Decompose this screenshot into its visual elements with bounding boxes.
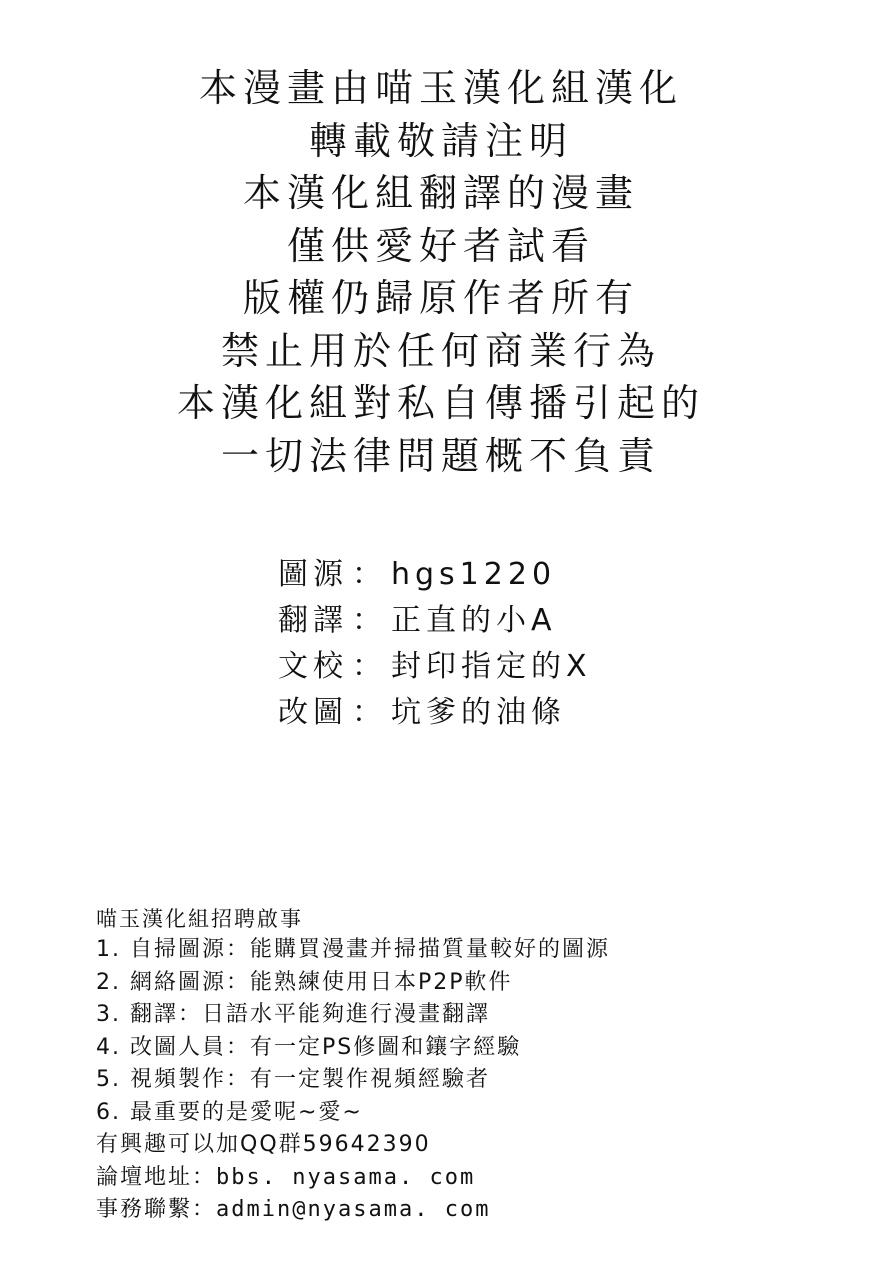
qq-group-line: 有興趣可以加QQ群59642390 [96, 1132, 431, 1157]
credit-separator: ： [352, 649, 387, 684]
credit-name: 正直的小A [391, 603, 557, 638]
credit-role: 圖源 [278, 557, 348, 592]
recruitment-item: 6. 最重要的是愛呢~愛~ [96, 1099, 363, 1125]
recruitment-item: 4. 改圖人員：有一定PS修圖和鑲字經驗 [96, 1034, 522, 1060]
credit-separator: ： [352, 603, 387, 638]
recruitment-item: 5. 視頻製作：有一定製作視頻經驗者 [96, 1067, 490, 1092]
forum-url: bbs. nyasama. com [216, 1164, 476, 1190]
credit-row-editing [278, 690, 698, 736]
contact-row [96, 1194, 856, 1227]
contact-label: 事務聯繫 [96, 1197, 193, 1222]
recruitment-item: 2. 網絡圖源：能熟練使用日本P2P軟件 [96, 969, 513, 995]
forum-separator: ： [192, 1164, 217, 1190]
recruitment-item: 1. 自掃圖源：能購買漫畫并掃描質量較好的圖源 [96, 937, 610, 962]
disclaimer-line: 僅供愛好者試看 [286, 223, 595, 268]
credit-separator: ： [352, 557, 387, 592]
forum-label: 論壇地址 [96, 1164, 193, 1190]
credit-row-translation [278, 598, 698, 644]
disclaimer-line: 本漢化組翻譯的漫畫 [242, 171, 639, 215]
disclaimer-line: 本漫畫由喵玉漢化組漢化 [198, 66, 683, 110]
disclaimer-line: 本漢化組對私自傳播引起的 [176, 381, 705, 425]
disclaimer-line: 轉載敬請注明 [308, 118, 573, 163]
contact-separator: ： [192, 1197, 217, 1222]
credit-name: 封印指定的X [391, 649, 592, 684]
credit-separator: ： [352, 695, 387, 730]
credit-name: hgs1220 [391, 557, 557, 592]
recruitment-item: 3. 翻譯：日語水平能夠進行漫畫翻譯 [96, 1002, 490, 1027]
disclaimer-block [0, 62, 882, 482]
forum-row [96, 1162, 856, 1195]
disclaimer-line: 版權仍歸原作者所有 [242, 276, 639, 320]
recruitment-title: 喵玉漢化組招聘啟事 [96, 907, 303, 931]
contact-email: admin@nyasama. com [216, 1197, 491, 1222]
disclaimer-line: 禁止用於任何商業行為 [220, 328, 661, 373]
credit-row-source [278, 552, 698, 598]
credit-role: 改圖 [278, 695, 348, 730]
credits-block [278, 552, 698, 736]
disclaimer-line: 一切法律問題概不負責 [220, 433, 661, 478]
credit-row-proofreading [278, 644, 698, 690]
credit-role: 翻譯 [278, 603, 348, 638]
recruitment-block [96, 904, 856, 1227]
credit-name: 坑爹的油條 [391, 695, 566, 730]
credit-role: 文校 [278, 649, 348, 684]
